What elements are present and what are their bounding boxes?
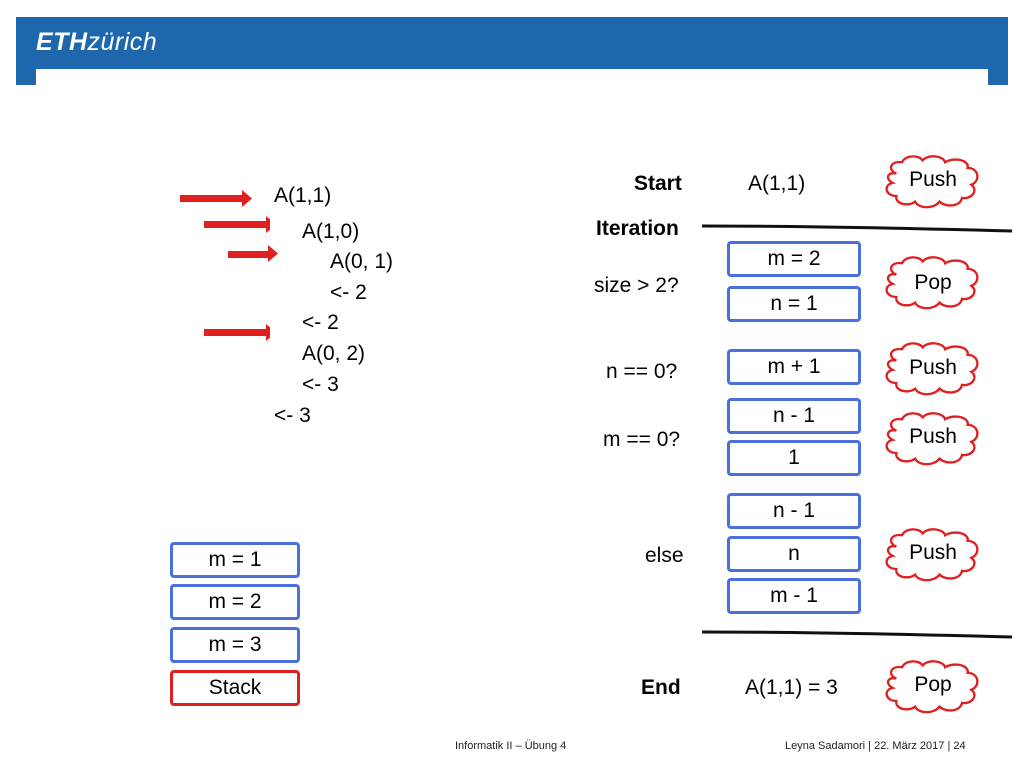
footer-author-date-page: Leyna Sadamori | 22. März 2017 | 24	[785, 740, 966, 752]
cloud-label: Push	[909, 168, 957, 191]
code-line: <- 3	[274, 404, 311, 427]
iteration-label: Iteration	[596, 217, 679, 240]
stack-box: m = 2	[170, 584, 300, 620]
end-label: End	[641, 676, 681, 699]
eth-logo: ETHzürich	[36, 28, 158, 56]
code-line: <- 2	[302, 311, 339, 334]
cloud-label: Push	[909, 425, 957, 448]
code-line: A(1,1)	[274, 184, 332, 207]
cloud-label: Push	[909, 541, 957, 564]
red-arrow-icon	[204, 324, 270, 341]
n-minus-1-box: n - 1	[727, 398, 861, 434]
cloud-push	[877, 524, 987, 584]
code-line: A(0, 1)	[330, 250, 394, 273]
condition-n-zero: n == 0?	[606, 360, 678, 383]
stack-box: m = 1	[170, 542, 300, 578]
m-minus-1-box: m - 1	[727, 578, 861, 614]
m-box: m = 2	[727, 241, 861, 277]
code-line: A(0, 2)	[302, 342, 366, 365]
header-left-tab	[16, 17, 36, 85]
cloud-push	[877, 408, 987, 468]
cloud-pop	[877, 252, 987, 312]
red-arrow-icon	[204, 216, 270, 233]
condition-m-zero: m == 0?	[603, 428, 681, 451]
cloud-label: Pop	[914, 673, 952, 696]
header-right-tab	[988, 17, 1008, 85]
cloud-push	[877, 151, 987, 211]
cloud-label: Pop	[914, 271, 952, 294]
else-label: else	[645, 544, 684, 567]
red-arrow-head-icon	[260, 245, 280, 265]
footer-course: Informatik II – Übung 4	[455, 740, 567, 752]
arrows-group	[170, 180, 270, 350]
end-value: A(1,1) = 3	[745, 676, 838, 699]
start-value: A(1,1)	[748, 172, 806, 195]
code-line: <- 3	[302, 373, 339, 396]
code-line: <- 2	[330, 281, 367, 304]
start-label: Start	[634, 172, 682, 195]
n-minus-1-box: n - 1	[727, 493, 861, 529]
stack-box: m = 3	[170, 627, 300, 663]
cloud-pop	[877, 656, 987, 716]
one-box: 1	[727, 440, 861, 476]
divider-bottom	[700, 628, 1016, 642]
n-box: n	[727, 536, 861, 572]
m-plus-1-box: m + 1	[727, 349, 861, 385]
stack-label-box: Stack	[170, 670, 300, 706]
condition-size: size > 2?	[594, 274, 679, 297]
header-bar	[16, 17, 1008, 69]
cloud-label: Push	[909, 356, 957, 379]
divider-top	[700, 222, 1016, 236]
code-line: A(1,0)	[302, 220, 360, 243]
n-box: n = 1	[727, 286, 861, 322]
red-arrow-icon	[180, 190, 252, 207]
cloud-push	[877, 338, 987, 398]
